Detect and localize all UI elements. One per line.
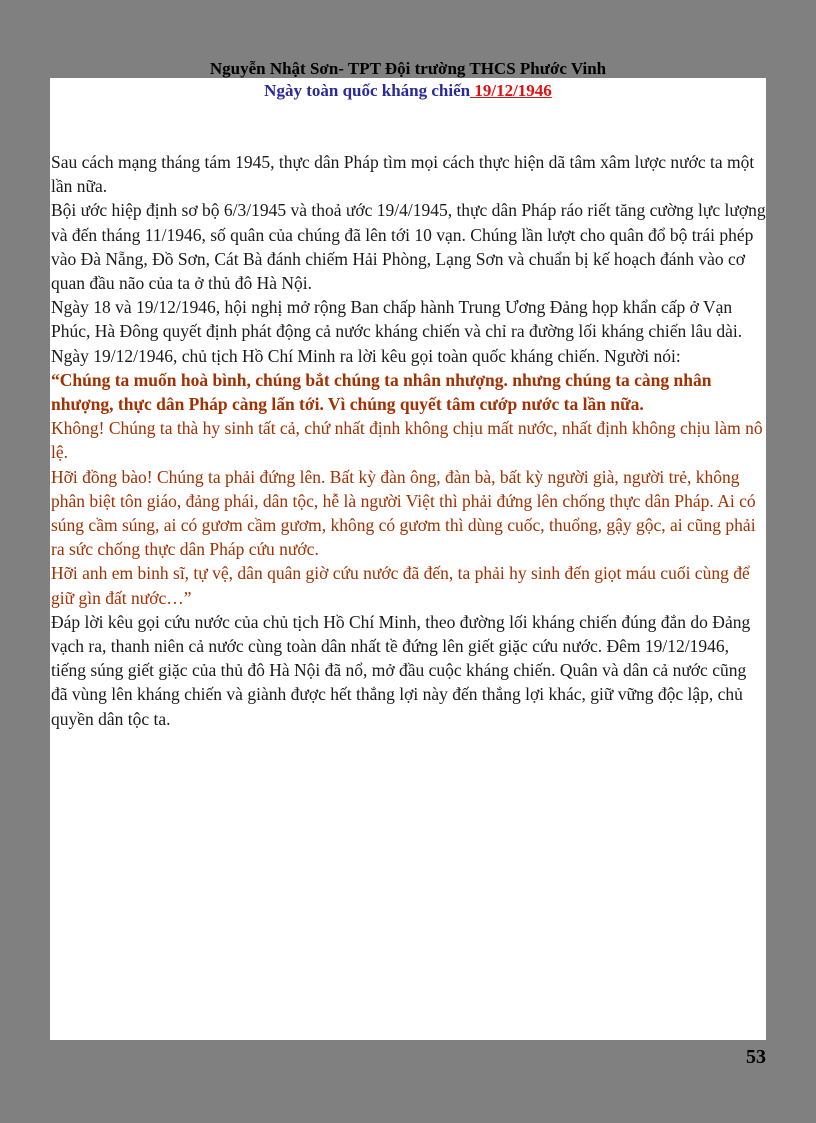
paragraph: Sau cách mạng tháng tám 1945, thực dân Pháp tìm mọi cách thực hiện dã tâm xâm lược nước ta một lần nữa. [51, 152, 755, 197]
paragraph: Ngày 19/12/1946, chủ tịch Hồ Chí Minh ra lời kêu gọi toàn quốc kháng chiến. Người nói: [51, 345, 681, 366]
document-body [51, 150, 767, 731]
quote-line: Không! Chúng ta thà hy sinh tất cả, chứ nhất định không chịu mất nước, nhất định không chịu làm nô lệ. [51, 418, 763, 463]
page-header [0, 58, 816, 102]
title-date: 19/12/1946 [470, 81, 552, 100]
title-prefix: Ngày toàn quốc kháng chiến [264, 81, 471, 100]
closing-paragraph: Đáp lời kêu gọi cứu nước của chủ tịch Hồ Chí Minh, theo đường lối kháng chiến đúng đắn do Đảng vạch ra, thanh niên cả nước cùng toàn dân nhất tề đứng lên giết giặc cứu nước. Đêm 19/12/1946, tiếng súng giết giặc của thủ đô Hà Nội đã nổ, mở đầu cuộc kháng chiến. Quân và dân cả nước cũng đã vùng lên kháng chiến và giành được hết thắng lợi này đến thắng lợi khác, giữ vững độc lập, chủ quyền dân tộc ta. [51, 611, 751, 729]
paragraph: Bội ước hiệp định sơ bộ 6/3/1945 và thoả ước 19/4/1945, thực dân Pháp ráo riết tăng cường lực lượng và đến tháng 11/1946, số quân của chúng đã lên tới 10 vạn. Chúng lần lượt cho quân đổ bộ trái phép vào Đà Nẵng, Đồ Sơn, Cát Bà đánh chiếm Hải Phòng, Lạng Sơn và chuẩn bị kế hoạch đánh vào cơ quan đầu não của ta ở thủ đô Hà Nội. [51, 200, 766, 294]
page-title [0, 80, 816, 102]
paragraph: Ngày 18 và 19/12/1946, hội nghị mở rộng Ban chấp hành Trung Ương Đảng họp khẩn cấp ở Vạn Phúc, Hà Đông quyết định phát động cả nước kháng chiến và chỉ ra đường lối kháng chiến lâu dài. [51, 297, 743, 342]
author-line: Nguyễn Nhật Sơn- TPT Đội trường THCS Phước Vinh [209, 59, 607, 78]
quote-line: Hỡi anh em binh sĩ, tự vệ, dân quân giờ cứu nước đã đến, ta phải hy sinh đến giọt máu cuối cùng để giữ gìn đất nước…” [51, 563, 750, 608]
quote-opening: “Chúng ta muốn hoà bình, chúng bắt chúng ta nhân nhượng. nhưng chúng ta càng nhân nhượng, thực dân Pháp càng lấn tới. Vì chúng quyết tâm cướp nước ta lần nữa. [51, 369, 712, 415]
quote-line: Hỡi đồng bào! Chúng ta phải đứng lên. Bất kỳ đàn ông, đàn bà, bất kỳ người già, người trẻ, không phân biệt tôn giáo, đảng phái, dân tộc, hễ là người Việt thì phải đứng lên chống thực dân Pháp. Ai có súng cầm súng, ai có gươm cầm gươm, không có gươm thì dùng cuốc, thuổng, gậy gộc, ai cũng phải ra sức chống thực dân Pháp cứu nước. [51, 466, 756, 560]
page-number: 53 [746, 1046, 766, 1068]
